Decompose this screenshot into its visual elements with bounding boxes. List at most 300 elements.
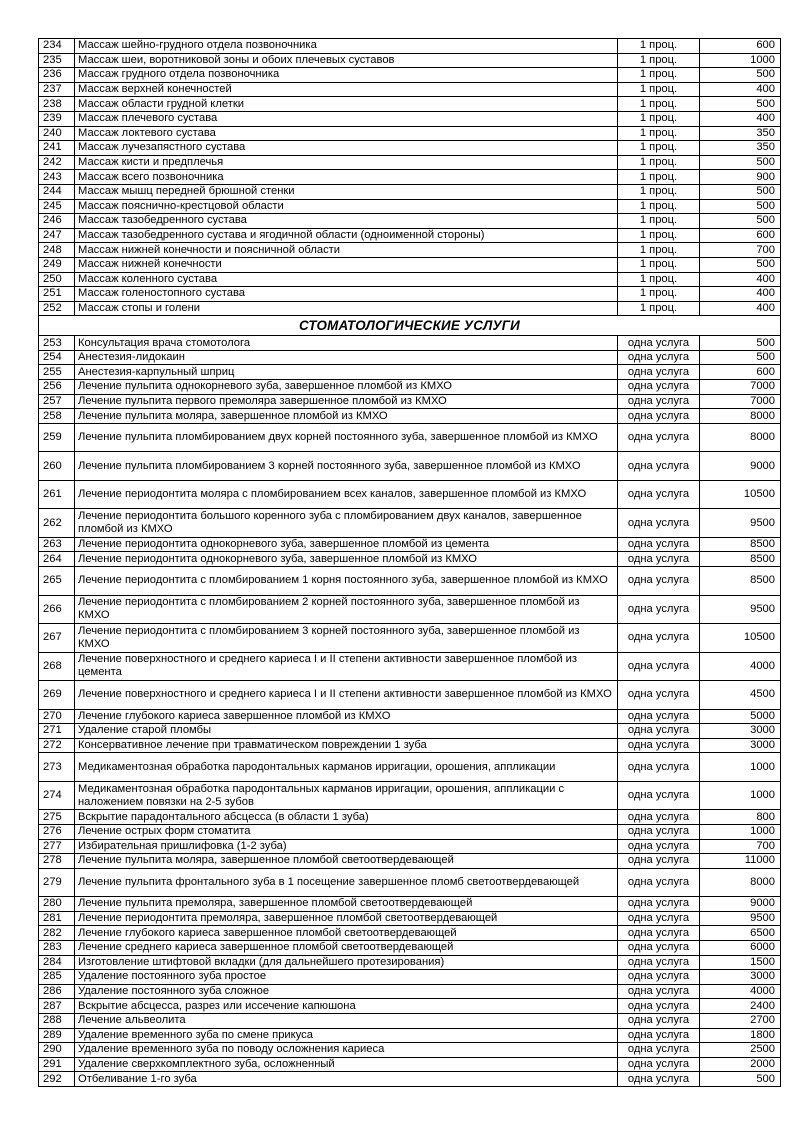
row-number: 248: [39, 243, 75, 258]
row-number: 288: [39, 1013, 75, 1028]
service-name: Лечение пульпита моляра, завершенное пломбой из КМХО: [75, 409, 618, 424]
unit-of-measure: одна услуга: [618, 552, 700, 567]
service-name: Избирательная пришлифовка (1-2 зуба): [75, 839, 618, 854]
table-row: [39, 68, 781, 83]
row-number: 273: [39, 753, 75, 782]
unit-of-measure: одна услуга: [618, 781, 700, 810]
table-row: [39, 709, 781, 724]
service-name: Вскрытие абсцесса, разрез или иссечение капюшона: [75, 999, 618, 1014]
service-name: Лечение периодонтита с пломбированием 2 корней постоянного зуба, завершенное пломбой из КМХО: [75, 595, 618, 624]
price: 500: [700, 97, 781, 112]
unit-of-measure: одна услуга: [618, 926, 700, 941]
unit-of-measure: одна услуга: [618, 423, 700, 452]
row-number: 243: [39, 170, 75, 185]
row-number: 252: [39, 301, 75, 316]
row-number: 261: [39, 480, 75, 509]
service-name: Удаление сверхкомплектного зуба, осложненный: [75, 1057, 618, 1072]
unit-of-measure: одна услуга: [618, 897, 700, 912]
unit-of-measure: одна услуга: [618, 1028, 700, 1043]
price: 1000: [700, 824, 781, 839]
section-title: СТОМАТОЛОГИЧЕСКИЕ УСЛУГИ: [39, 316, 781, 336]
massage-section-rows: [39, 39, 781, 316]
price: 400: [700, 272, 781, 287]
row-number: 270: [39, 709, 75, 724]
table-row: [39, 184, 781, 199]
row-number: 262: [39, 509, 75, 538]
row-number: 292: [39, 1072, 75, 1087]
price: 9000: [700, 452, 781, 481]
row-number: 255: [39, 365, 75, 380]
table-row: [39, 595, 781, 624]
unit-of-measure: одна услуга: [618, 753, 700, 782]
table-row: [39, 781, 781, 810]
price: 1500: [700, 955, 781, 970]
table-row: [39, 257, 781, 272]
row-number: 259: [39, 423, 75, 452]
price: 6500: [700, 926, 781, 941]
table-row: [39, 1028, 781, 1043]
price: 8000: [700, 868, 781, 897]
row-number: 257: [39, 394, 75, 409]
table-row: [39, 897, 781, 912]
table-row: [39, 452, 781, 481]
unit-of-measure: одна услуга: [618, 681, 700, 710]
unit-of-measure: 1 проц.: [618, 111, 700, 126]
service-name: Лечение пульпита моляра, завершенное пломбой светоотвердевающей: [75, 854, 618, 869]
row-number: 271: [39, 724, 75, 739]
unit-of-measure: одна услуга: [618, 1013, 700, 1028]
service-name: Лечение пульпита пломбированием двух корней постоянного зуба, завершенное пломбой из КМХО: [75, 423, 618, 452]
price: 2500: [700, 1043, 781, 1058]
service-name: Медикаментозная обработка пародонтальных карманов ирригации, орошения, аппликации: [75, 753, 618, 782]
service-name: Массаж шейно-грудного отдела позвоночника: [75, 39, 618, 54]
row-number: 241: [39, 141, 75, 156]
price: 700: [700, 243, 781, 258]
table-row: [39, 824, 781, 839]
service-name: Консервативное лечение при травматическом повреждении 1 зуба: [75, 738, 618, 753]
price: 8000: [700, 409, 781, 424]
table-row: [39, 126, 781, 141]
service-name: Массаж кисти и предплечья: [75, 155, 618, 170]
row-number: 249: [39, 257, 75, 272]
price: 9500: [700, 911, 781, 926]
unit-of-measure: 1 проц.: [618, 39, 700, 54]
service-name: Лечение среднего кариеса завершенное пломбой светоотвердевающей: [75, 940, 618, 955]
row-number: 246: [39, 214, 75, 229]
row-number: 234: [39, 39, 75, 54]
row-number: 277: [39, 839, 75, 854]
row-number: 291: [39, 1057, 75, 1072]
unit-of-measure: одна услуга: [618, 824, 700, 839]
row-number: 274: [39, 781, 75, 810]
row-number: 264: [39, 552, 75, 567]
table-row: [39, 926, 781, 941]
table-row: [39, 1057, 781, 1072]
service-name: Массаж области грудной клетки: [75, 97, 618, 112]
row-number: 247: [39, 228, 75, 243]
price: 500: [700, 155, 781, 170]
unit-of-measure: 1 проц.: [618, 199, 700, 214]
service-name: Консультация врача стомотолога: [75, 336, 618, 351]
price: 4000: [700, 984, 781, 999]
service-name: Медикаментозная обработка пародонтальных карманов ирригации, орошения, аппликации с наложением повязки на 2-5 зубов: [75, 781, 618, 810]
row-number: 276: [39, 824, 75, 839]
service-name: Массаж стопы и голени: [75, 301, 618, 316]
service-name: Лечение периодонтита премоляра, завершенное пломбой светоотвердевающей: [75, 911, 618, 926]
service-name: Лечение периодонтита большого коренного зуба с пломбированием двух каналов, завершенное пломбой из КМХО: [75, 509, 618, 538]
service-name: Лечение пульпита первого премоляра завершенное пломбой из КМХО: [75, 394, 618, 409]
unit-of-measure: 1 проц.: [618, 287, 700, 302]
price: 3000: [700, 738, 781, 753]
table-row: [39, 336, 781, 351]
price: 500: [700, 184, 781, 199]
row-number: 266: [39, 595, 75, 624]
unit-of-measure: одна услуга: [618, 970, 700, 985]
table-row: [39, 287, 781, 302]
row-number: 285: [39, 970, 75, 985]
service-name: Массаж нижней конечности и поясничной области: [75, 243, 618, 258]
unit-of-measure: одна услуга: [618, 652, 700, 681]
unit-of-measure: одна услуга: [618, 868, 700, 897]
row-number: 284: [39, 955, 75, 970]
table-row: [39, 1043, 781, 1058]
price: 2700: [700, 1013, 781, 1028]
table-row: [39, 380, 781, 395]
price: 2000: [700, 1057, 781, 1072]
row-number: 253: [39, 336, 75, 351]
unit-of-measure: одна услуга: [618, 537, 700, 552]
service-name: Массаж лучезапястного сустава: [75, 141, 618, 156]
table-row: [39, 537, 781, 552]
row-number: 236: [39, 68, 75, 83]
price: 9000: [700, 897, 781, 912]
service-name: Массаж всего позвоночника: [75, 170, 618, 185]
row-number: 235: [39, 53, 75, 68]
table-row: [39, 301, 781, 316]
price: 400: [700, 111, 781, 126]
row-number: 256: [39, 380, 75, 395]
unit-of-measure: одна услуга: [618, 380, 700, 395]
unit-of-measure: 1 проц.: [618, 301, 700, 316]
price: 10500: [700, 624, 781, 653]
service-name: Удаление временного зуба по смене прикуса: [75, 1028, 618, 1043]
row-number: 287: [39, 999, 75, 1014]
price: 10500: [700, 480, 781, 509]
price: 9500: [700, 509, 781, 538]
unit-of-measure: одна услуга: [618, 452, 700, 481]
price: 1000: [700, 753, 781, 782]
unit-of-measure: одна услуга: [618, 738, 700, 753]
price: 6000: [700, 940, 781, 955]
price: 400: [700, 82, 781, 97]
unit-of-measure: 1 проц.: [618, 257, 700, 272]
table-row: [39, 970, 781, 985]
table-row: [39, 272, 781, 287]
price: 900: [700, 170, 781, 185]
table-row: [39, 999, 781, 1014]
row-number: 260: [39, 452, 75, 481]
service-name: Лечение поверхностного и среднего кариеса I и II степени активности завершенное пломбой из цемента: [75, 652, 618, 681]
unit-of-measure: 1 проц.: [618, 170, 700, 185]
service-name: Массаж тазобедренного сустава: [75, 214, 618, 229]
unit-of-measure: 1 проц.: [618, 155, 700, 170]
service-name: Лечение периодонтита однокорневого зуба, завершенное пломбой из КМХО: [75, 552, 618, 567]
service-name: Отбеливание 1-го зуба: [75, 1072, 618, 1087]
price: 1000: [700, 781, 781, 810]
table-row: [39, 652, 781, 681]
service-name: Массаж пояснично-крестцовой области: [75, 199, 618, 214]
service-name: Массаж локтевого сустава: [75, 126, 618, 141]
table-row: [39, 1072, 781, 1087]
unit-of-measure: одна услуга: [618, 839, 700, 854]
unit-of-measure: одна услуга: [618, 1072, 700, 1087]
service-name: Изготовление штифтовой вкладки (для дальнейшего протезирования): [75, 955, 618, 970]
unit-of-measure: одна услуга: [618, 999, 700, 1014]
price: 4000: [700, 652, 781, 681]
service-name: Удаление постоянного зуба простое: [75, 970, 618, 985]
table-row: [39, 394, 781, 409]
unit-of-measure: одна услуга: [618, 1057, 700, 1072]
table-row: [39, 940, 781, 955]
price: 600: [700, 365, 781, 380]
service-name: Массаж нижней конечности: [75, 257, 618, 272]
unit-of-measure: 1 проц.: [618, 68, 700, 83]
price: 11000: [700, 854, 781, 869]
unit-of-measure: 1 проц.: [618, 141, 700, 156]
price: 7000: [700, 394, 781, 409]
table-row: [39, 955, 781, 970]
price: 350: [700, 141, 781, 156]
row-number: 268: [39, 652, 75, 681]
price: 700: [700, 839, 781, 854]
price: 3000: [700, 724, 781, 739]
price: 600: [700, 228, 781, 243]
unit-of-measure: 1 проц.: [618, 228, 700, 243]
service-name: Анестезия-карпульный шприц: [75, 365, 618, 380]
price: 800: [700, 810, 781, 825]
table-row: [39, 753, 781, 782]
unit-of-measure: одна услуга: [618, 509, 700, 538]
price: 5000: [700, 709, 781, 724]
price: 500: [700, 350, 781, 365]
row-number: 242: [39, 155, 75, 170]
unit-of-measure: одна услуга: [618, 1043, 700, 1058]
unit-of-measure: 1 проц.: [618, 82, 700, 97]
row-number: 265: [39, 567, 75, 596]
service-name: Лечение пульпита пломбированием 3 корней постоянного зуба, завершенное пломбой из КМХО: [75, 452, 618, 481]
service-name: Лечение пульпита фронтального зуба в 1 посещение завершенное пломб светоотвердевающей: [75, 868, 618, 897]
price: 3000: [700, 970, 781, 985]
service-name: Лечение альвеолита: [75, 1013, 618, 1028]
table-row: [39, 624, 781, 653]
row-number: 279: [39, 868, 75, 897]
table-row: [39, 567, 781, 596]
unit-of-measure: одна услуга: [618, 940, 700, 955]
table-row: [39, 552, 781, 567]
service-name: Массаж плечевого сустава: [75, 111, 618, 126]
section-header-row-group: [39, 316, 781, 336]
row-number: 283: [39, 940, 75, 955]
dental-section-rows: [39, 336, 781, 1087]
unit-of-measure: одна услуга: [618, 955, 700, 970]
price: 9500: [700, 595, 781, 624]
service-name: Массаж грудного отдела позвоночника: [75, 68, 618, 83]
price: 7000: [700, 380, 781, 395]
price: 500: [700, 1072, 781, 1087]
table-row: [39, 854, 781, 869]
unit-of-measure: 1 проц.: [618, 97, 700, 112]
unit-of-measure: 1 проц.: [618, 214, 700, 229]
unit-of-measure: одна услуга: [618, 854, 700, 869]
price: 500: [700, 68, 781, 83]
price: 350: [700, 126, 781, 141]
table-row: [39, 365, 781, 380]
unit-of-measure: 1 проц.: [618, 243, 700, 258]
row-number: 244: [39, 184, 75, 199]
table-row: [39, 141, 781, 156]
price: 400: [700, 287, 781, 302]
service-name: Вскрытие парадонтального абсцесса (в области 1 зуба): [75, 810, 618, 825]
row-number: 269: [39, 681, 75, 710]
table-row: [39, 243, 781, 258]
price: 1800: [700, 1028, 781, 1043]
row-number: 258: [39, 409, 75, 424]
service-name: Удаление старой пломбы: [75, 724, 618, 739]
table-row: [39, 350, 781, 365]
unit-of-measure: 1 проц.: [618, 126, 700, 141]
unit-of-measure: одна услуга: [618, 336, 700, 351]
price: 500: [700, 199, 781, 214]
service-name: Лечение глубокого кариеса завершенное пломбой из КМХО: [75, 709, 618, 724]
unit-of-measure: одна услуга: [618, 350, 700, 365]
price: 8500: [700, 567, 781, 596]
table-row: [39, 214, 781, 229]
row-number: 237: [39, 82, 75, 97]
row-number: 280: [39, 897, 75, 912]
table-row: [39, 509, 781, 538]
price: 8000: [700, 423, 781, 452]
price: 8500: [700, 552, 781, 567]
table-row: [39, 984, 781, 999]
table-row: [39, 423, 781, 452]
row-number: 254: [39, 350, 75, 365]
unit-of-measure: одна услуга: [618, 911, 700, 926]
unit-of-measure: одна услуга: [618, 394, 700, 409]
table-row: [39, 738, 781, 753]
row-number: 278: [39, 854, 75, 869]
row-number: 289: [39, 1028, 75, 1043]
price-list-sheet: [38, 38, 780, 1087]
price-table: [38, 38, 781, 1087]
row-number: 251: [39, 287, 75, 302]
table-row: [39, 911, 781, 926]
unit-of-measure: 1 проц.: [618, 53, 700, 68]
service-name: Массаж коленного сустава: [75, 272, 618, 287]
section-header-row: [39, 316, 781, 336]
row-number: 275: [39, 810, 75, 825]
table-row: [39, 53, 781, 68]
table-row: [39, 111, 781, 126]
table-row: [39, 170, 781, 185]
row-number: 290: [39, 1043, 75, 1058]
service-name: Массаж мышц передней брюшной стенки: [75, 184, 618, 199]
row-number: 286: [39, 984, 75, 999]
table-row: [39, 82, 781, 97]
table-row: [39, 97, 781, 112]
table-row: [39, 409, 781, 424]
service-name: Лечение пульпита однокорневого зуба, завершенное пломбой из КМХО: [75, 380, 618, 395]
unit-of-measure: одна услуга: [618, 984, 700, 999]
table-row: [39, 480, 781, 509]
row-number: 272: [39, 738, 75, 753]
table-row: [39, 868, 781, 897]
service-name: Лечение глубокого кариеса завершенное пломбой светоотвердевающей: [75, 926, 618, 941]
row-number: 240: [39, 126, 75, 141]
service-name: Лечение острых форм стоматита: [75, 824, 618, 839]
service-name: Лечение периодонтита с пломбированием 3 корней постоянного зуба, завершенное пломбой из КМХО: [75, 624, 618, 653]
row-number: 263: [39, 537, 75, 552]
table-row: [39, 199, 781, 214]
row-number: 238: [39, 97, 75, 112]
table-row: [39, 228, 781, 243]
row-number: 282: [39, 926, 75, 941]
unit-of-measure: одна услуга: [618, 567, 700, 596]
table-row: [39, 810, 781, 825]
unit-of-measure: одна услуга: [618, 624, 700, 653]
service-name: Анестезия-лидокаин: [75, 350, 618, 365]
price: 1000: [700, 53, 781, 68]
service-name: Лечение периодонтита моляра с пломбированием всех каналов, завершенное пломбой из КМХО: [75, 480, 618, 509]
table-row: [39, 155, 781, 170]
unit-of-measure: 1 проц.: [618, 272, 700, 287]
price: 600: [700, 39, 781, 54]
table-row: [39, 1013, 781, 1028]
service-name: Лечение периодонтита с пломбированием 1 корня постоянного зуба, завершенное пломбой из КМХО: [75, 567, 618, 596]
table-row: [39, 681, 781, 710]
service-name: Лечение поверхностного и среднего кариеса I и II степени активности завершенное пломбой из КМХО: [75, 681, 618, 710]
unit-of-measure: одна услуга: [618, 709, 700, 724]
service-name: Массаж тазобедренного сустава и ягодичной области (одноименной стороны): [75, 228, 618, 243]
price: 2400: [700, 999, 781, 1014]
unit-of-measure: одна услуга: [618, 365, 700, 380]
unit-of-measure: одна услуга: [618, 409, 700, 424]
table-row: [39, 839, 781, 854]
unit-of-measure: одна услуга: [618, 810, 700, 825]
unit-of-measure: одна услуга: [618, 595, 700, 624]
price: 400: [700, 301, 781, 316]
row-number: 245: [39, 199, 75, 214]
unit-of-measure: одна услуга: [618, 724, 700, 739]
service-name: Массаж голеностопного сустава: [75, 287, 618, 302]
price: 500: [700, 257, 781, 272]
service-name: Удаление временного зуба по поводу осложнения кариеса: [75, 1043, 618, 1058]
price: 8500: [700, 537, 781, 552]
price: 500: [700, 336, 781, 351]
service-name: Лечение периодонтита однокорневого зуба, завершенное пломбой из цемента: [75, 537, 618, 552]
row-number: 250: [39, 272, 75, 287]
price: 4500: [700, 681, 781, 710]
service-name: Массаж шеи, воротниковой зоны и обоих плечевых суставов: [75, 53, 618, 68]
table-row: [39, 39, 781, 54]
service-name: Лечение пульпита премоляра, завершенное пломбой светоотвердевающей: [75, 897, 618, 912]
price: 500: [700, 214, 781, 229]
service-name: Массаж верхней конечностей: [75, 82, 618, 97]
service-name: Удаление постоянного зуба сложное: [75, 984, 618, 999]
row-number: 239: [39, 111, 75, 126]
unit-of-measure: 1 проц.: [618, 184, 700, 199]
row-number: 281: [39, 911, 75, 926]
row-number: 267: [39, 624, 75, 653]
